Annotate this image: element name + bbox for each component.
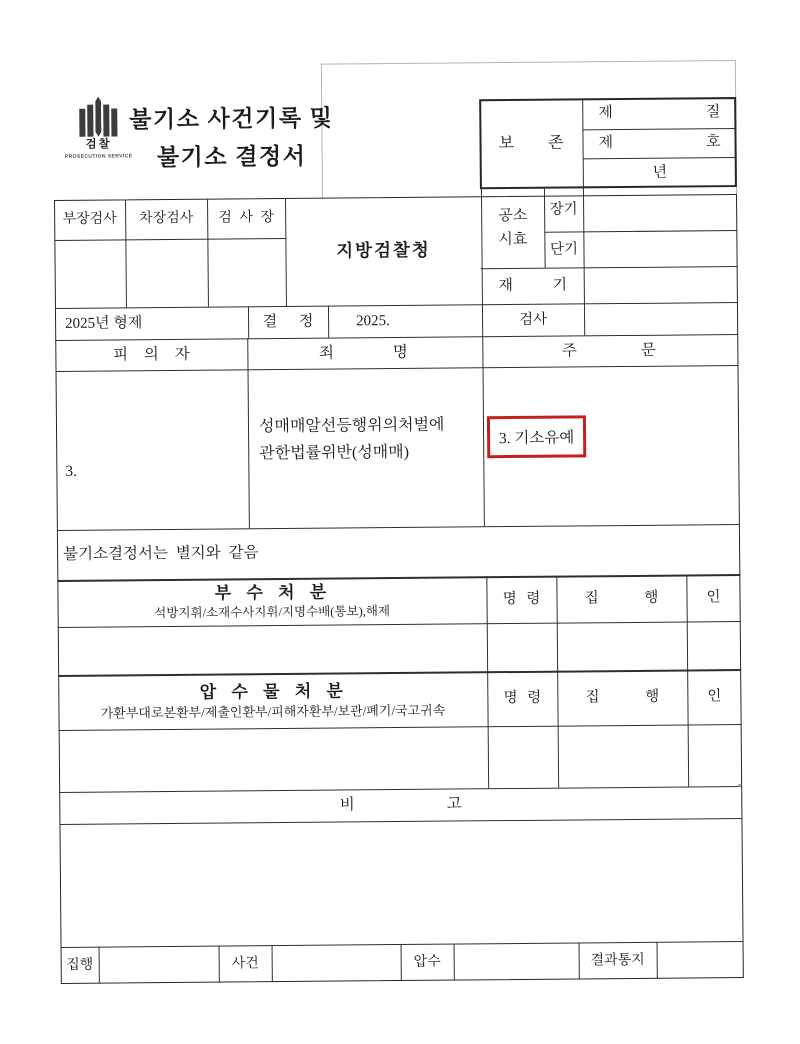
ancillary-seal-header: 인 xyxy=(706,589,721,606)
seized-title: 압 수 물 처 분 xyxy=(199,681,346,702)
limitation-long-label: 장기 xyxy=(549,201,578,219)
document-title-line1: 불기소 사건기록 및 xyxy=(129,105,334,133)
approval-head-header: 검 사 장 xyxy=(218,210,275,226)
limitation-label xyxy=(481,189,545,269)
attachment-note: 불기소결정서는 별지와 같음 xyxy=(63,544,259,564)
ancillary-order-header: 명 령 xyxy=(502,591,541,608)
limitation-short-label: 단기 xyxy=(549,241,579,258)
seized-seal-header: 인 xyxy=(707,688,722,705)
column-header-charge: 죄 명 xyxy=(318,343,408,362)
seized-order-header: 명 령 xyxy=(503,690,542,707)
seized-subtitle: 가환부대로본환부/제출인환부/피해자환부/보관/폐기/국고귀속 xyxy=(100,702,446,721)
ancillary-title: 부 수 처 분 xyxy=(214,582,330,603)
district-office-label: 지방검찰청 xyxy=(336,239,431,261)
logo-korean-label: 검찰 xyxy=(85,138,112,151)
decision-date-cell: 2025. xyxy=(356,312,390,329)
preservation-row-quality xyxy=(582,97,736,129)
logo-english-label: PROSECUTION SERVICE xyxy=(64,153,133,160)
suspect-number: 3. xyxy=(65,463,78,481)
preservation-row1-right: 질 xyxy=(705,104,721,121)
charge-text-line1: 성매매알선등행위의처벌에 xyxy=(258,416,445,436)
disposition-text: 3. 기소유예 xyxy=(498,429,575,448)
preservation-row2-left: 제 xyxy=(598,135,614,152)
approval-deputy-header: 차장검사 xyxy=(139,211,194,227)
preservation-row-number xyxy=(582,128,736,158)
prosecutor-label: 검사 xyxy=(518,311,548,328)
charge-text-line2: 관한법률위반(성매매) xyxy=(259,443,410,463)
ancillary-exec-header: 집 행 xyxy=(584,590,659,607)
document-title-line2: 불기소 결정서 xyxy=(156,143,307,171)
preservation-row2-right: 호 xyxy=(705,134,721,151)
seized-header xyxy=(58,671,487,730)
seized-exec-header: 집 행 xyxy=(585,689,660,706)
column-header-disposition: 주 문 xyxy=(561,341,656,360)
approval-chief-header: 부장검사 xyxy=(62,211,117,228)
resume-label: 재 기 xyxy=(498,277,568,294)
limitation-label-line2: 시효 xyxy=(498,231,528,248)
preservation-row1-left: 제 xyxy=(598,105,613,122)
preservation-row-year: 년 xyxy=(652,164,668,181)
decision-label: 결 정 xyxy=(262,313,314,330)
ancillary-subtitle: 석방지휘/소재수사지휘/지명수배(통보),해제 xyxy=(154,604,391,621)
limitation-label-line1: 공소 xyxy=(498,208,528,225)
disposition-highlight-box xyxy=(487,415,586,458)
case-number-cell: 2025년 형제 xyxy=(65,314,143,332)
footer-seizure-label: 압수 xyxy=(413,954,441,970)
column-header-suspect: 피 의 자 xyxy=(112,345,190,364)
preservation-label: 보 존 xyxy=(498,134,564,153)
footer-case-label: 사건 xyxy=(231,955,259,972)
footer-exec-label: 집행 xyxy=(66,957,94,973)
remarks-header: 비 고 xyxy=(339,795,462,814)
ancillary-header xyxy=(57,576,486,627)
scan-speckle xyxy=(738,784,741,787)
footer-result-label: 결과통지 xyxy=(590,952,645,969)
